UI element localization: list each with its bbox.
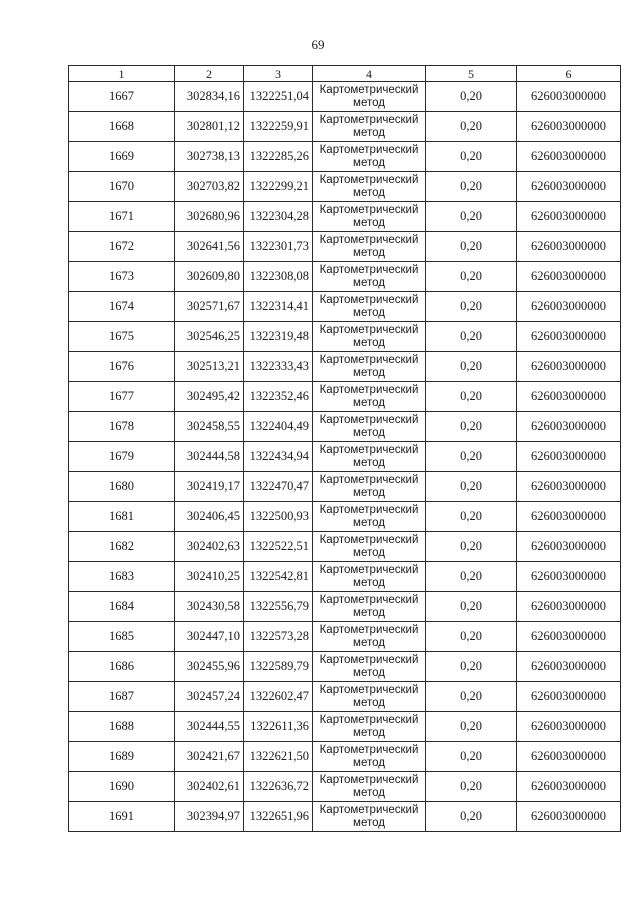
table-header xyxy=(69,66,621,82)
code-cell: 626003000000 xyxy=(517,562,621,592)
accuracy-cell: 0,20 xyxy=(426,322,517,352)
code-cell: 626003000000 xyxy=(517,592,621,622)
y-coordinate-cell: 1322259,91 xyxy=(244,112,313,142)
table-row xyxy=(69,292,621,322)
accuracy-cell: 0,20 xyxy=(426,172,517,202)
y-coordinate-cell: 1322352,46 xyxy=(244,382,313,412)
point-number-cell: 1667 xyxy=(69,82,175,112)
accuracy-cell: 0,20 xyxy=(426,382,517,412)
header-col-5: 5 xyxy=(426,66,517,82)
table-row xyxy=(69,562,621,592)
code-cell: 626003000000 xyxy=(517,442,621,472)
code-cell: 626003000000 xyxy=(517,772,621,802)
y-coordinate-cell: 1322314,41 xyxy=(244,292,313,322)
code-cell: 626003000000 xyxy=(517,172,621,202)
code-cell: 626003000000 xyxy=(517,382,621,412)
table-row xyxy=(69,172,621,202)
accuracy-cell: 0,20 xyxy=(426,112,517,142)
code-cell: 626003000000 xyxy=(517,202,621,232)
table-row xyxy=(69,202,621,232)
method-cell: Картометрический метод xyxy=(313,682,426,712)
point-number-cell: 1682 xyxy=(69,532,175,562)
code-cell: 626003000000 xyxy=(517,502,621,532)
accuracy-cell: 0,20 xyxy=(426,742,517,772)
point-number-cell: 1675 xyxy=(69,322,175,352)
header-col-3: 3 xyxy=(244,66,313,82)
table-row xyxy=(69,142,621,172)
code-cell: 626003000000 xyxy=(517,742,621,772)
y-coordinate-cell: 1322308,08 xyxy=(244,262,313,292)
table-body xyxy=(69,82,621,832)
accuracy-cell: 0,20 xyxy=(426,802,517,832)
accuracy-cell: 0,20 xyxy=(426,502,517,532)
method-cell: Картометрический метод xyxy=(313,352,426,382)
method-cell: Картометрический метод xyxy=(313,622,426,652)
code-cell: 626003000000 xyxy=(517,112,621,142)
accuracy-cell: 0,20 xyxy=(426,562,517,592)
coordinates-table xyxy=(68,65,621,832)
y-coordinate-cell: 1322611,36 xyxy=(244,712,313,742)
accuracy-cell: 0,20 xyxy=(426,772,517,802)
method-cell: Картометрический метод xyxy=(313,712,426,742)
y-coordinate-cell: 1322299,21 xyxy=(244,172,313,202)
y-coordinate-cell: 1322285,26 xyxy=(244,142,313,172)
accuracy-cell: 0,20 xyxy=(426,202,517,232)
method-cell: Картометрический метод xyxy=(313,472,426,502)
table-row xyxy=(69,442,621,472)
point-number-cell: 1672 xyxy=(69,232,175,262)
method-cell: Картометрический метод xyxy=(313,322,426,352)
y-coordinate-cell: 1322301,73 xyxy=(244,232,313,262)
accuracy-cell: 0,20 xyxy=(426,532,517,562)
code-cell: 626003000000 xyxy=(517,682,621,712)
accuracy-cell: 0,20 xyxy=(426,352,517,382)
point-number-cell: 1669 xyxy=(69,142,175,172)
method-cell: Картометрический метод xyxy=(313,652,426,682)
method-cell: Картометрический метод xyxy=(313,802,426,832)
table-row xyxy=(69,682,621,712)
y-coordinate-cell: 1322542,81 xyxy=(244,562,313,592)
code-cell: 626003000000 xyxy=(517,802,621,832)
method-cell: Картометрический метод xyxy=(313,292,426,322)
accuracy-cell: 0,20 xyxy=(426,412,517,442)
method-cell: Картометрический метод xyxy=(313,502,426,532)
table-row xyxy=(69,322,621,352)
page-number: 69 xyxy=(311,37,325,52)
accuracy-cell: 0,20 xyxy=(426,682,517,712)
point-number-cell: 1689 xyxy=(69,742,175,772)
x-coordinate-cell: 302394,97 xyxy=(175,802,244,832)
table-row xyxy=(69,802,621,832)
point-number-cell: 1684 xyxy=(69,592,175,622)
y-coordinate-cell: 1322589,79 xyxy=(244,652,313,682)
code-cell: 626003000000 xyxy=(517,622,621,652)
table-row xyxy=(69,382,621,412)
method-cell: Картометрический метод xyxy=(313,532,426,562)
point-number-cell: 1685 xyxy=(69,622,175,652)
table-row xyxy=(69,112,621,142)
point-number-cell: 1673 xyxy=(69,262,175,292)
accuracy-cell: 0,20 xyxy=(426,472,517,502)
y-coordinate-cell: 1322651,96 xyxy=(244,802,313,832)
table-row xyxy=(69,652,621,682)
point-number-cell: 1691 xyxy=(69,802,175,832)
x-coordinate-cell: 302834,16 xyxy=(175,82,244,112)
x-coordinate-cell: 302546,25 xyxy=(175,322,244,352)
table-row xyxy=(69,502,621,532)
y-coordinate-cell: 1322522,51 xyxy=(244,532,313,562)
code-cell: 626003000000 xyxy=(517,82,621,112)
x-coordinate-cell: 302430,58 xyxy=(175,592,244,622)
method-cell: Картометрический метод xyxy=(313,442,426,472)
table-row xyxy=(69,82,621,112)
y-coordinate-cell: 1322404,49 xyxy=(244,412,313,442)
header-col-6: 6 xyxy=(517,66,621,82)
code-cell: 626003000000 xyxy=(517,472,621,502)
accuracy-cell: 0,20 xyxy=(426,82,517,112)
code-cell: 626003000000 xyxy=(517,652,621,682)
point-number-cell: 1687 xyxy=(69,682,175,712)
method-cell: Картометрический метод xyxy=(313,172,426,202)
point-number-cell: 1690 xyxy=(69,772,175,802)
accuracy-cell: 0,20 xyxy=(426,142,517,172)
x-coordinate-cell: 302402,61 xyxy=(175,772,244,802)
x-coordinate-cell: 302402,63 xyxy=(175,532,244,562)
code-cell: 626003000000 xyxy=(517,532,621,562)
x-coordinate-cell: 302571,67 xyxy=(175,292,244,322)
y-coordinate-cell: 1322636,72 xyxy=(244,772,313,802)
y-coordinate-cell: 1322251,04 xyxy=(244,82,313,112)
accuracy-cell: 0,20 xyxy=(426,292,517,322)
y-coordinate-cell: 1322556,79 xyxy=(244,592,313,622)
x-coordinate-cell: 302458,55 xyxy=(175,412,244,442)
point-number-cell: 1683 xyxy=(69,562,175,592)
y-coordinate-cell: 1322333,43 xyxy=(244,352,313,382)
header-row xyxy=(69,66,621,82)
x-coordinate-cell: 302457,24 xyxy=(175,682,244,712)
point-number-cell: 1681 xyxy=(69,502,175,532)
code-cell: 626003000000 xyxy=(517,412,621,442)
y-coordinate-cell: 1322470,47 xyxy=(244,472,313,502)
x-coordinate-cell: 302641,56 xyxy=(175,232,244,262)
x-coordinate-cell: 302455,96 xyxy=(175,652,244,682)
x-coordinate-cell: 302703,82 xyxy=(175,172,244,202)
method-cell: Картометрический метод xyxy=(313,262,426,292)
header-col-4: 4 xyxy=(313,66,426,82)
table-row xyxy=(69,772,621,802)
x-coordinate-cell: 302410,25 xyxy=(175,562,244,592)
x-coordinate-cell: 302513,21 xyxy=(175,352,244,382)
x-coordinate-cell: 302447,10 xyxy=(175,622,244,652)
accuracy-cell: 0,20 xyxy=(426,232,517,262)
method-cell: Картометрический метод xyxy=(313,382,426,412)
method-cell: Картометрический метод xyxy=(313,232,426,262)
method-cell: Картометрический метод xyxy=(313,742,426,772)
accuracy-cell: 0,20 xyxy=(426,262,517,292)
table-row xyxy=(69,592,621,622)
method-cell: Картометрический метод xyxy=(313,202,426,232)
table-row xyxy=(69,412,621,442)
point-number-cell: 1688 xyxy=(69,712,175,742)
point-number-cell: 1671 xyxy=(69,202,175,232)
table-row xyxy=(69,472,621,502)
y-coordinate-cell: 1322573,28 xyxy=(244,622,313,652)
table-row xyxy=(69,262,621,292)
accuracy-cell: 0,20 xyxy=(426,622,517,652)
code-cell: 626003000000 xyxy=(517,262,621,292)
x-coordinate-cell: 302419,17 xyxy=(175,472,244,502)
y-coordinate-cell: 1322602,47 xyxy=(244,682,313,712)
code-cell: 626003000000 xyxy=(517,712,621,742)
x-coordinate-cell: 302680,96 xyxy=(175,202,244,232)
x-coordinate-cell: 302444,55 xyxy=(175,712,244,742)
y-coordinate-cell: 1322434,94 xyxy=(244,442,313,472)
x-coordinate-cell: 302801,12 xyxy=(175,112,244,142)
header-col-2: 2 xyxy=(175,66,244,82)
y-coordinate-cell: 1322319,48 xyxy=(244,322,313,352)
code-cell: 626003000000 xyxy=(517,142,621,172)
point-number-cell: 1678 xyxy=(69,412,175,442)
header-col-1: 1 xyxy=(69,66,175,82)
x-coordinate-cell: 302495,42 xyxy=(175,382,244,412)
table-row xyxy=(69,742,621,772)
method-cell: Картометрический метод xyxy=(313,412,426,442)
point-number-cell: 1677 xyxy=(69,382,175,412)
y-coordinate-cell: 1322304,28 xyxy=(244,202,313,232)
point-number-cell: 1670 xyxy=(69,172,175,202)
x-coordinate-cell: 302444,58 xyxy=(175,442,244,472)
x-coordinate-cell: 302421,67 xyxy=(175,742,244,772)
method-cell: Картометрический метод xyxy=(313,562,426,592)
table-row xyxy=(69,232,621,262)
method-cell: Картометрический метод xyxy=(313,592,426,622)
accuracy-cell: 0,20 xyxy=(426,712,517,742)
point-number-cell: 1668 xyxy=(69,112,175,142)
accuracy-cell: 0,20 xyxy=(426,592,517,622)
accuracy-cell: 0,20 xyxy=(426,652,517,682)
table-row xyxy=(69,712,621,742)
method-cell: Картометрический метод xyxy=(313,142,426,172)
point-number-cell: 1674 xyxy=(69,292,175,322)
code-cell: 626003000000 xyxy=(517,232,621,262)
method-cell: Картометрический метод xyxy=(313,112,426,142)
y-coordinate-cell: 1322500,93 xyxy=(244,502,313,532)
method-cell: Картометрический метод xyxy=(313,82,426,112)
point-number-cell: 1676 xyxy=(69,352,175,382)
x-coordinate-cell: 302406,45 xyxy=(175,502,244,532)
x-coordinate-cell: 302738,13 xyxy=(175,142,244,172)
accuracy-cell: 0,20 xyxy=(426,442,517,472)
point-number-cell: 1679 xyxy=(69,442,175,472)
y-coordinate-cell: 1322621,50 xyxy=(244,742,313,772)
x-coordinate-cell: 302609,80 xyxy=(175,262,244,292)
code-cell: 626003000000 xyxy=(517,322,621,352)
code-cell: 626003000000 xyxy=(517,292,621,322)
method-cell: Картометрический метод xyxy=(313,772,426,802)
point-number-cell: 1680 xyxy=(69,472,175,502)
table-row xyxy=(69,622,621,652)
table-row xyxy=(69,532,621,562)
code-cell: 626003000000 xyxy=(517,352,621,382)
table-row xyxy=(69,352,621,382)
point-number-cell: 1686 xyxy=(69,652,175,682)
